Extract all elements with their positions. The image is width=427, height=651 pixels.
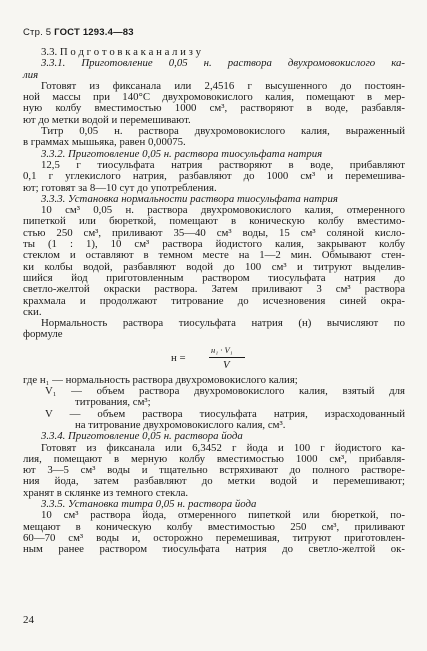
formula-block [23,341,405,375]
text-line: титрования, см³; [75,396,151,409]
text-line: 12,5 г тиосульфата натрия растворяют в воде, прибавляют [41,158,405,171]
text-line: Нормальность раствора тиосульфата натрия (н) вычисляют по [41,317,405,330]
text-line: 3.3.1. Приготовление 0,05 н. раствора двухромовокислого ка- [41,57,405,70]
text-block-1 [23,47,405,341]
text-line: Готовят из фиксанала или 2,4516 г высушенного до постоян- [41,79,405,92]
text-line: Титр 0,05 н. раствора двухромовокислого калия, выраженный [41,125,405,138]
document-body [23,47,405,555]
formula-lhs: н = [171,351,186,364]
text-line: ют 3—5 см³ воды и тщательно встряхивают до полного растворе- [23,464,405,477]
text-line: хранят в склянке из темного стекла. [23,486,189,499]
text-line: ют; готовят за 8—10 сут до употребления. [23,181,217,194]
text-line: 10 см³ 0,05 н. раствора двухромовокислого калия, отмеренного [41,204,405,217]
text-line: стью 250 см³, приливают 35—40 см³ воды, 15 см³ соляной кисло- [23,226,405,239]
text-line: 3.3. П о д г о т о в к а к а н а л и з у [41,46,201,58]
text-line: ки колбы водой, разбавляют водой до 100 см³ и титруют выделив- [23,260,405,273]
text-line: на титрование двухромовокислого калия, см³. [75,418,286,431]
page-number: 24 [23,614,34,626]
text-line: 0,1 г углекислого натрия, разбавляют до 1000 см³ и перемешива- [23,170,405,183]
header-gost-number: ГОСТ 1293.4—83 [54,27,134,38]
header-page-label: Стр. 5 [23,27,52,38]
text-line: где н₁ — нормальность раствора двухромовокислого калия; [23,373,298,386]
text-line: мещают в коническую колбу вместимостью 250 см³, приливают [23,520,405,533]
text-line: V — объем раствора тиосульфата натрия, израсходованный [45,407,405,420]
text-block-2 [23,375,405,556]
text-line: ски. [23,305,42,318]
formula-numerator: н₁ · V₁ [211,344,233,355]
text-line: лия [23,68,39,81]
text-line: ной массы при 140°С двухромовокислого калия, помещают в мер- [23,91,405,104]
text-line: формуле [23,328,63,341]
text-line: стеклом и оставляют в темном месте на 1—2 мин. Обмывают стен- [23,249,405,262]
text-line: ную колбу вместимостью 1000 см³, растворяют в воде, разбавля- [23,102,405,115]
text-line: ным ранее раствором тиосульфата натрия до светло-желтой ок- [23,543,405,556]
fraction-bar [209,357,245,358]
text-line: ния йода, затем разбавляют до метки водой и перемешивают; [23,475,405,488]
page-header [23,27,134,38]
text-line: лия, помещают в мерную колбу вместимостью 1000 см³, прибавля- [23,452,405,465]
text-line: 60—70 см³ воды и, осторожно перемешивая, титруют приготовлен- [23,531,405,544]
text-line: светло-желтой окраски раствора. Затем приливают 3 см³ раствора [23,283,405,296]
text-line: Готовят из фиксанала или 6,3452 г йода и 100 г йодистого ка- [41,441,405,454]
text-line: 3.3.2. Приготовление 0,05 н. раствора тиосульфата натрия [41,147,323,160]
text-line: 10 см³ раствора йода, отмеренного пипеткой или бюреткой, по- [41,509,405,522]
text-line: крахмала и продолжают титрование до исчезновения синей окра- [23,294,405,307]
text-line: ют до метки водой и перемешивают. [23,113,191,126]
text-line: 3.3.4. Приготовление 0,05 н. раствора йода [41,430,243,443]
text-line: 3.3.3. Установка нормальности раствора тиосульфата натрия [41,192,338,205]
text-line: шийся йод приготовленным раствором тиосульфата натрия до [23,271,405,284]
text-line: ты (1 : 1), 10 см³ раствора йодистого калия, закрывают колбу [23,238,405,251]
text-line: 3.3.5. Установка титра 0,05 н. раствора йода [41,497,257,510]
formula-denominator: V [223,358,230,371]
text-line: пипеткой или бюреткой, помещают в коническую колбу вместимо- [23,215,405,228]
text-line: в граммах мышьяка, равен 0,00075. [23,136,186,149]
text-line: V₁ — объем раствора двухромовокислого калия, взятый для [45,385,405,398]
